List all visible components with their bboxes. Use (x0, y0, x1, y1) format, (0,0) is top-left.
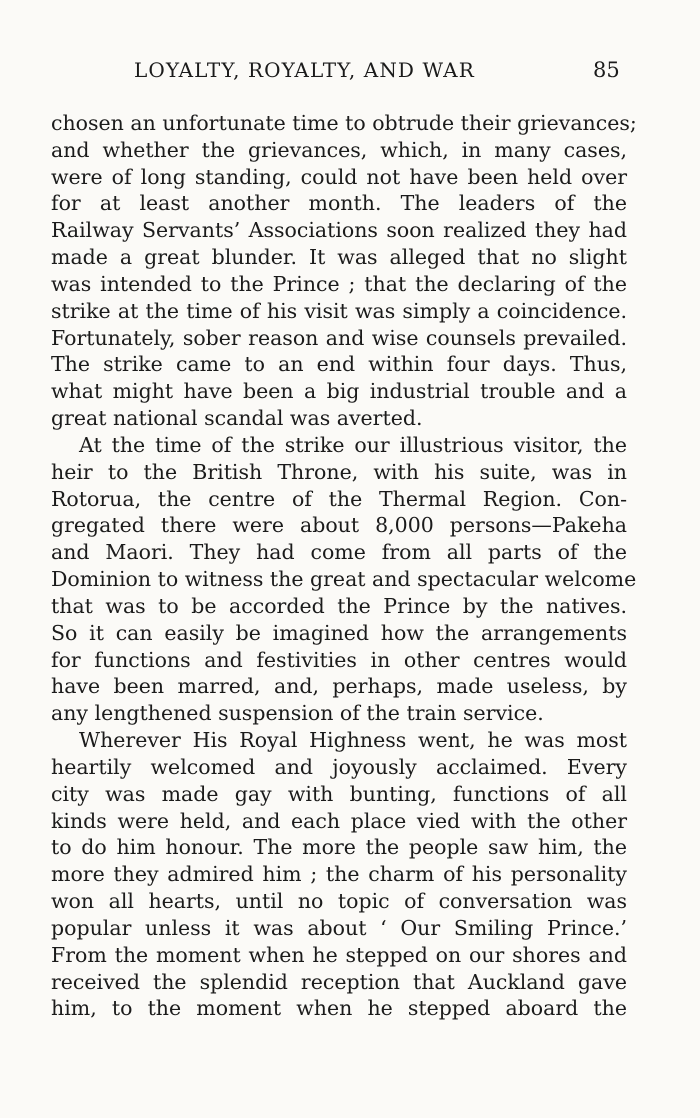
text-line: Fortunately, sober reason and wise counsels prevailed. (51, 325, 627, 350)
text-line: heartily welcomed and joyously acclaimed. Every (51, 754, 627, 779)
text-line: Dominion to witness the great and spectacular welcome (51, 567, 637, 592)
text-line: From the moment when he stepped on our shores and (51, 942, 627, 967)
text-line: more they admired him ; the charm of his personality (51, 862, 627, 887)
page-header (0, 58, 700, 88)
page-number: 85 (593, 58, 620, 82)
text-line: chosen an unfortunate time to obtrude their grievances; (51, 111, 637, 135)
text-line: for at least another month. The leaders of the (51, 191, 627, 216)
text-line: great national scandal was averted. (51, 406, 423, 431)
paragraph (51, 110, 637, 432)
text-line: Rotorua, the centre of the Thermal Region. Con- (51, 486, 627, 511)
text-line: won all hearts, until no topic of conversation was (51, 889, 627, 914)
text-line: to do him honour. The more the people saw him, the (51, 835, 627, 860)
text-line: Railway Servants’ Associations soon realized they had (51, 218, 627, 243)
text-line: for functions and festivities in other centres would (51, 647, 627, 672)
text-line: have been marred, and, perhaps, made useless, by (51, 674, 627, 699)
body-text (51, 110, 637, 1022)
running-title: LOYALTY, ROYALTY, AND WAR (134, 58, 475, 82)
text-line: city was made gay with bunting, functions of all (51, 781, 627, 806)
text-line: that was to be accorded the Prince by the natives. (51, 593, 627, 618)
text-line: received the splendid reception that Auckland gave (51, 969, 627, 994)
text-line: strike at the time of his visit was simply a coincidence. (51, 298, 627, 323)
text-line: made a great blunder. It was alleged that no slight (51, 245, 627, 270)
text-line: The strike came to an end within four days. Thus, (51, 352, 627, 377)
text-line: and whether the grievances, which, in many cases, (51, 137, 627, 162)
text-line: kinds were held, and each place vied with the other (51, 808, 627, 833)
paragraph (51, 727, 627, 1022)
text-line: and Maori. They had come from all parts of the (51, 540, 627, 565)
text-line: popular unless it was about ‘ Our Smiling Prince.’ (51, 915, 627, 940)
text-line: any lengthened suspension of the train service. (51, 701, 544, 726)
text-line: was intended to the Prince ; that the declaring of the (51, 271, 627, 296)
paragraph (51, 432, 637, 727)
text-line: him, to the moment when he stepped aboard the (51, 996, 627, 1021)
text-line: gregated there were about 8,000 persons—Pakeha (51, 513, 627, 538)
text-line: were of long standing, could not have been held over (51, 164, 627, 189)
text-line: heir to the British Throne, with his suite, was in (51, 459, 627, 484)
text-line: what might have been a big industrial trouble and a (51, 379, 627, 404)
text-line: So it can easily be imagined how the arrangements (51, 620, 627, 645)
text-line: At the time of the strike our illustrious visitor, the (79, 432, 627, 457)
text-line: Wherever His Royal Highness went, he was most (79, 728, 627, 753)
